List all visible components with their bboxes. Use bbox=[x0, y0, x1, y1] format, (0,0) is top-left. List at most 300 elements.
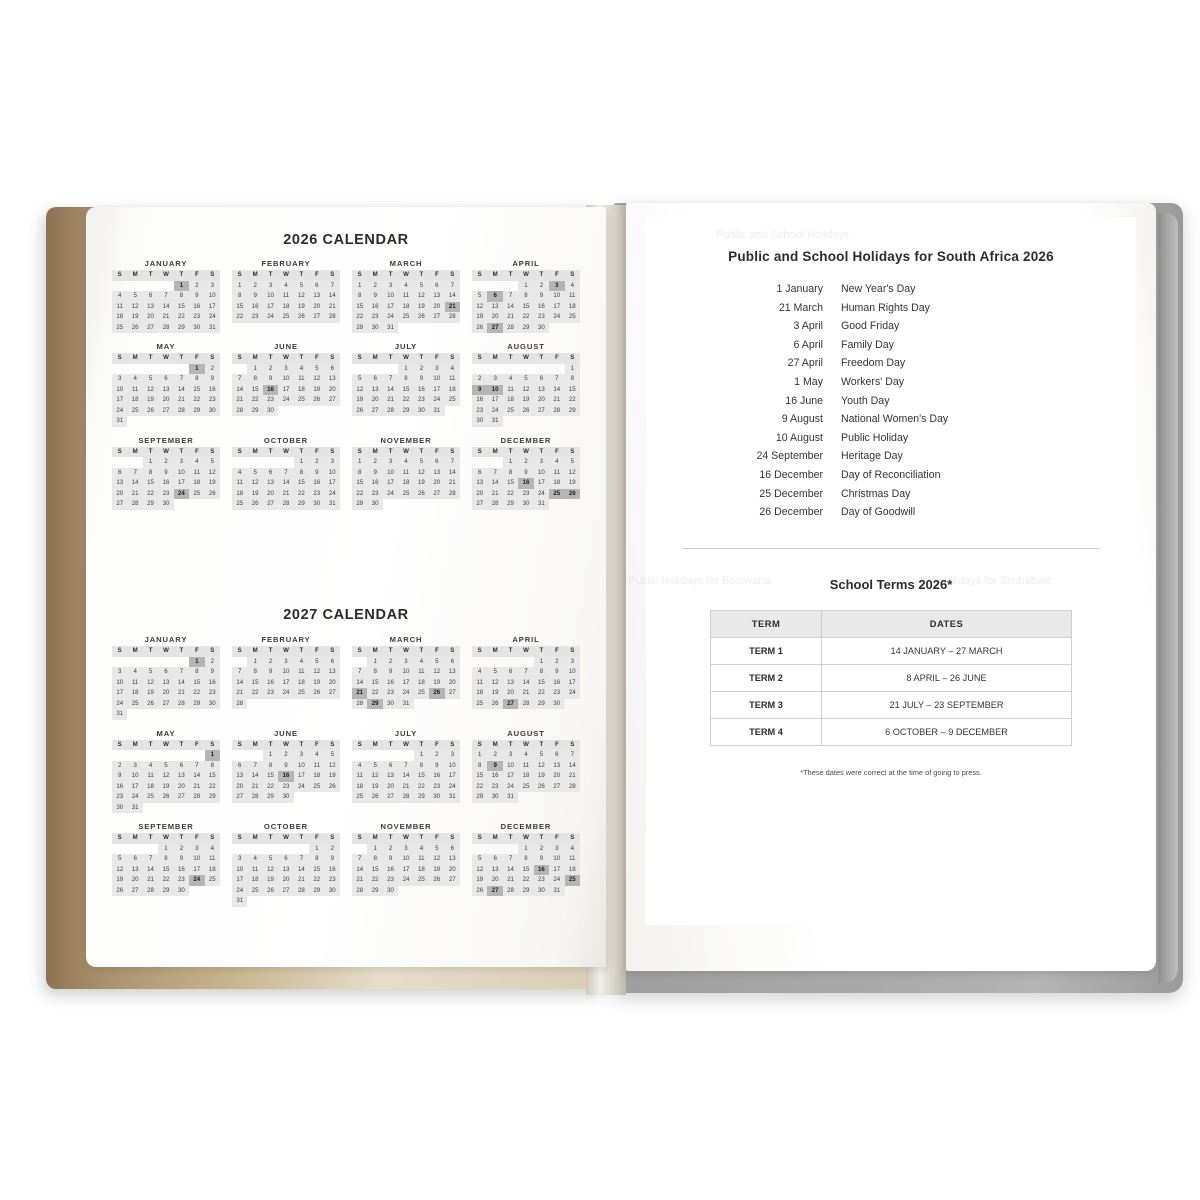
weekday-header: W bbox=[398, 270, 413, 281]
day-cell: 2 bbox=[205, 657, 220, 668]
day-cell: 28 bbox=[352, 699, 367, 710]
day-cell: 29 bbox=[414, 792, 429, 803]
week-row bbox=[472, 385, 580, 396]
empty-cell bbox=[189, 803, 204, 814]
day-cell: 15 bbox=[247, 678, 262, 689]
day-cell: 6 bbox=[325, 364, 340, 375]
day-cell: 21 bbox=[174, 395, 189, 406]
day-cell: 19 bbox=[414, 302, 429, 313]
month-name: JUNE bbox=[274, 728, 298, 738]
week-row bbox=[352, 395, 460, 406]
holiday-name: Good Friday bbox=[841, 320, 900, 333]
week-row bbox=[232, 657, 340, 668]
day-cell: 11 bbox=[565, 854, 580, 865]
day-cell: 19 bbox=[127, 312, 142, 323]
day-cell: 29 bbox=[352, 323, 367, 334]
day-cell: 23 bbox=[534, 875, 549, 886]
holiday-name: National Women's Day bbox=[841, 413, 949, 426]
weekday-header: S bbox=[112, 833, 127, 844]
day-cell: 9 bbox=[383, 667, 398, 678]
week-row bbox=[112, 416, 220, 427]
weekday-header: S bbox=[205, 740, 220, 751]
day-cell: 7 bbox=[247, 761, 262, 772]
empty-cell bbox=[518, 416, 533, 427]
day-cell: 8 bbox=[189, 667, 204, 678]
month-name: JUNE bbox=[274, 342, 298, 351]
day-cell: 28 bbox=[549, 406, 564, 417]
day-cell: 22 bbox=[232, 312, 247, 323]
holiday-date: 1 January bbox=[776, 283, 823, 295]
day-cell: 7 bbox=[549, 374, 564, 385]
week-row bbox=[232, 896, 340, 907]
day-cell: 21 bbox=[232, 688, 247, 699]
weekday-header: S bbox=[472, 740, 487, 751]
day-cell: 7 bbox=[232, 667, 247, 678]
empty-cell bbox=[143, 844, 158, 855]
day-cell: 23 bbox=[263, 395, 278, 406]
day-cell: 21 bbox=[383, 395, 398, 406]
week-row bbox=[352, 771, 460, 782]
month-name: OCTOBER bbox=[263, 822, 309, 831]
holiday-day-cell: 1 bbox=[174, 281, 189, 292]
day-cell: 26 bbox=[414, 312, 429, 323]
day-cell: 28 bbox=[503, 886, 518, 897]
day-cell: 11 bbox=[414, 667, 429, 678]
day-cell: 12 bbox=[143, 678, 158, 689]
section-divider bbox=[682, 548, 1100, 549]
day-cell: 20 bbox=[549, 771, 564, 782]
empty-cell bbox=[158, 281, 173, 292]
weekday-header: S bbox=[325, 353, 340, 364]
day-cell: 26 bbox=[352, 406, 367, 417]
day-cell: 14 bbox=[232, 678, 247, 689]
month-grid bbox=[352, 833, 460, 896]
day-cell: 25 bbox=[189, 489, 204, 500]
week-row bbox=[232, 489, 340, 500]
week-row bbox=[352, 792, 460, 803]
day-cell: 14 bbox=[174, 385, 189, 396]
holiday-day-cell: 9 bbox=[487, 761, 502, 772]
day-cell: 6 bbox=[309, 281, 324, 292]
month-name: JANUARY bbox=[144, 635, 188, 644]
calendar-2027-grid bbox=[86, 635, 606, 916]
day-cell: 24 bbox=[383, 489, 398, 500]
day-cell: 4 bbox=[247, 854, 262, 865]
week-row bbox=[352, 667, 460, 678]
day-cell: 26 bbox=[309, 395, 324, 406]
empty-cell bbox=[278, 896, 293, 907]
holiday-name: New Year's Day bbox=[841, 283, 916, 295]
day-cell: 30 bbox=[518, 499, 533, 510]
day-cell: 23 bbox=[367, 489, 382, 500]
day-cell: 1 bbox=[143, 457, 158, 468]
day-cell: 31 bbox=[487, 416, 502, 427]
day-cell: 1 bbox=[247, 364, 262, 375]
day-cell: 22 bbox=[189, 688, 204, 699]
empty-cell bbox=[518, 364, 533, 375]
day-cell: 9 bbox=[325, 854, 340, 865]
day-cell: 26 bbox=[309, 688, 324, 699]
day-cell: 9 bbox=[263, 667, 278, 678]
day-cell: 18 bbox=[472, 688, 487, 699]
day-cell: 2 bbox=[472, 374, 487, 385]
day-cell: 16 bbox=[367, 478, 382, 489]
day-cell: 11 bbox=[398, 468, 413, 479]
month-block bbox=[112, 729, 220, 814]
week-row bbox=[112, 667, 220, 678]
day-cell: 5 bbox=[472, 854, 487, 865]
day-cell: 23 bbox=[549, 688, 564, 699]
month-grid bbox=[232, 447, 340, 510]
day-cell: 14 bbox=[398, 771, 413, 782]
day-cell: 10 bbox=[565, 667, 580, 678]
day-cell: 23 bbox=[112, 792, 127, 803]
empty-cell bbox=[143, 416, 158, 427]
day-cell: 9 bbox=[189, 291, 204, 302]
day-cell: 27 bbox=[158, 699, 173, 710]
day-cell: 26 bbox=[429, 875, 444, 886]
week-row bbox=[232, 854, 340, 865]
day-cell: 18 bbox=[414, 865, 429, 876]
day-cell: 27 bbox=[143, 323, 158, 334]
day-cell: 16 bbox=[549, 678, 564, 689]
week-row bbox=[112, 406, 220, 417]
day-cell: 8 bbox=[472, 761, 487, 772]
day-cell: 11 bbox=[549, 468, 564, 479]
quarter-row bbox=[86, 822, 606, 907]
day-cell: 12 bbox=[309, 374, 324, 385]
empty-cell bbox=[294, 792, 309, 803]
day-cell: 6 bbox=[143, 291, 158, 302]
empty-cell bbox=[174, 364, 189, 375]
day-cell: 30 bbox=[174, 886, 189, 897]
week-row bbox=[232, 406, 340, 417]
day-cell: 15 bbox=[518, 302, 533, 313]
day-cell: 24 bbox=[112, 699, 127, 710]
day-cell: 25 bbox=[352, 792, 367, 803]
day-cell: 2 bbox=[534, 281, 549, 292]
day-cell: 29 bbox=[189, 699, 204, 710]
day-cell: 27 bbox=[325, 395, 340, 406]
column-header-dates: DATES bbox=[822, 610, 1072, 637]
day-cell: 4 bbox=[472, 667, 487, 678]
day-cell: 24 bbox=[278, 688, 293, 699]
day-cell: 30 bbox=[263, 406, 278, 417]
weekday-header: S bbox=[232, 270, 247, 281]
day-cell: 10 bbox=[398, 854, 413, 865]
day-cell: 5 bbox=[352, 374, 367, 385]
empty-cell bbox=[143, 750, 158, 761]
month-block bbox=[232, 342, 340, 427]
day-cell: 18 bbox=[127, 688, 142, 699]
day-cell: 26 bbox=[325, 782, 340, 793]
month-block bbox=[472, 342, 580, 427]
day-cell: 13 bbox=[549, 761, 564, 772]
weekday-header: F bbox=[549, 833, 564, 844]
weekday-header: W bbox=[398, 740, 413, 751]
day-cell: 13 bbox=[143, 302, 158, 313]
day-cell: 2 bbox=[383, 657, 398, 668]
month-block bbox=[112, 822, 220, 907]
day-cell: 13 bbox=[487, 302, 502, 313]
day-cell: 12 bbox=[518, 385, 533, 396]
day-cell: 11 bbox=[247, 865, 262, 876]
day-cell: 20 bbox=[383, 782, 398, 793]
day-cell: 23 bbox=[263, 688, 278, 699]
day-cell: 16 bbox=[383, 865, 398, 876]
day-cell: 1 bbox=[398, 364, 413, 375]
day-cell: 3 bbox=[398, 844, 413, 855]
day-cell: 4 bbox=[278, 281, 293, 292]
day-cell: 15 bbox=[247, 385, 262, 396]
day-cell: 29 bbox=[263, 792, 278, 803]
day-cell: 20 bbox=[445, 865, 460, 876]
weekday-header: S bbox=[445, 833, 460, 844]
day-cell: 25 bbox=[112, 323, 127, 334]
day-cell: 25 bbox=[518, 782, 533, 793]
day-cell: 21 bbox=[503, 312, 518, 323]
weekday-header: T bbox=[143, 740, 158, 751]
week-row bbox=[472, 854, 580, 865]
day-cell: 24 bbox=[205, 312, 220, 323]
weekday-header: M bbox=[247, 646, 262, 657]
day-cell: 15 bbox=[472, 771, 487, 782]
day-cell: 12 bbox=[309, 667, 324, 678]
holiday-day-cell: 24 bbox=[174, 489, 189, 500]
day-cell: 17 bbox=[294, 771, 309, 782]
month-grid bbox=[112, 353, 220, 427]
weekday-header: F bbox=[549, 270, 564, 281]
day-cell: 5 bbox=[263, 854, 278, 865]
day-cell: 1 bbox=[367, 844, 382, 855]
day-cell: 12 bbox=[429, 667, 444, 678]
day-cell: 30 bbox=[549, 699, 564, 710]
day-cell: 21 bbox=[549, 395, 564, 406]
day-cell: 16 bbox=[429, 771, 444, 782]
day-cell: 17 bbox=[325, 478, 340, 489]
day-cell: 15 bbox=[367, 678, 382, 689]
day-cell: 12 bbox=[367, 771, 382, 782]
weekday-header: F bbox=[549, 646, 564, 657]
day-cell: 22 bbox=[534, 688, 549, 699]
week-row bbox=[472, 499, 580, 510]
week-row bbox=[352, 865, 460, 876]
day-cell: 13 bbox=[445, 854, 460, 865]
day-cell: 20 bbox=[309, 302, 324, 313]
day-cell: 9 bbox=[205, 374, 220, 385]
day-cell: 22 bbox=[174, 312, 189, 323]
weekday-header: T bbox=[174, 270, 189, 281]
weekday-header: S bbox=[472, 447, 487, 458]
weekday-header: S bbox=[205, 646, 220, 657]
day-cell: 23 bbox=[278, 782, 293, 793]
empty-cell bbox=[325, 699, 340, 710]
month-name: SEPTEMBER bbox=[138, 435, 194, 445]
weekday-header: T bbox=[383, 646, 398, 657]
empty-cell bbox=[127, 416, 142, 427]
day-cell: 16 bbox=[367, 302, 382, 313]
day-cell: 15 bbox=[189, 385, 204, 396]
holiday-day-cell: 1 bbox=[189, 364, 204, 375]
day-cell: 6 bbox=[445, 657, 460, 668]
day-cell: 8 bbox=[294, 468, 309, 479]
day-cell: 7 bbox=[174, 667, 189, 678]
day-cell: 29 bbox=[518, 886, 533, 897]
day-cell: 12 bbox=[263, 865, 278, 876]
day-cell: 1 bbox=[367, 657, 382, 668]
day-cell: 28 bbox=[445, 489, 460, 500]
day-cell: 22 bbox=[367, 688, 382, 699]
month-block bbox=[352, 822, 460, 907]
week-row bbox=[472, 699, 580, 710]
day-cell: 5 bbox=[429, 844, 444, 855]
holiday-date: 27 April bbox=[787, 357, 823, 370]
day-cell: 15 bbox=[398, 385, 413, 396]
day-cell: 2 bbox=[414, 364, 429, 375]
weekday-header: T bbox=[503, 646, 518, 657]
day-cell: 14 bbox=[383, 385, 398, 396]
month-grid bbox=[232, 740, 340, 803]
empty-cell bbox=[445, 323, 460, 334]
day-cell: 17 bbox=[383, 302, 398, 313]
day-cell: 11 bbox=[352, 771, 367, 782]
empty-cell bbox=[367, 750, 382, 761]
day-cell: 3 bbox=[487, 374, 502, 385]
week-row bbox=[112, 844, 220, 855]
weekday-header: S bbox=[325, 833, 340, 844]
day-cell: 7 bbox=[383, 374, 398, 385]
month-name: OCTOBER bbox=[263, 435, 309, 445]
week-row bbox=[112, 803, 220, 814]
calendar-2027-title: 2027 CALENDAR bbox=[283, 607, 409, 623]
day-cell: 16 bbox=[247, 302, 262, 313]
day-cell: 27 bbox=[232, 792, 247, 803]
empty-cell bbox=[398, 886, 413, 897]
day-cell: 4 bbox=[127, 667, 142, 678]
empty-cell bbox=[565, 499, 580, 510]
holiday-name: Heritage Day bbox=[841, 450, 903, 463]
day-cell: 11 bbox=[112, 302, 127, 313]
day-cell: 22 bbox=[189, 395, 204, 406]
day-cell: 28 bbox=[325, 312, 340, 323]
day-cell: 8 bbox=[414, 761, 429, 772]
holiday-name: Human Rights Day bbox=[841, 301, 930, 314]
holiday-row bbox=[691, 373, 1091, 392]
holiday-day-cell: 16 bbox=[278, 771, 293, 782]
day-cell: 23 bbox=[309, 489, 324, 500]
day-cell: 20 bbox=[158, 395, 173, 406]
week-row bbox=[352, 478, 460, 489]
week-row bbox=[472, 281, 580, 292]
empty-cell bbox=[398, 499, 413, 510]
table-row bbox=[711, 664, 1072, 691]
weekday-header: M bbox=[367, 646, 382, 657]
day-cell: 5 bbox=[534, 750, 549, 761]
week-row bbox=[352, 312, 460, 323]
day-cell: 11 bbox=[205, 854, 220, 865]
weekday-header: S bbox=[472, 270, 487, 281]
empty-cell bbox=[205, 416, 220, 427]
day-cell: 5 bbox=[325, 750, 340, 761]
empty-cell bbox=[294, 699, 309, 710]
day-cell: 26 bbox=[472, 886, 487, 897]
day-cell: 2 bbox=[158, 457, 173, 468]
day-cell: 4 bbox=[112, 291, 127, 302]
weekday-header: M bbox=[127, 353, 142, 364]
weekday-header: T bbox=[534, 646, 549, 657]
holiday-name: Family Day bbox=[841, 338, 894, 351]
day-cell: 18 bbox=[445, 385, 460, 396]
empty-cell bbox=[205, 709, 220, 720]
day-cell: 17 bbox=[112, 395, 127, 406]
day-cell: 24 bbox=[487, 406, 502, 417]
day-cell: 20 bbox=[158, 688, 173, 699]
day-cell: 10 bbox=[383, 291, 398, 302]
day-cell: 17 bbox=[398, 865, 413, 876]
weekday-header: S bbox=[352, 447, 367, 458]
day-cell: 18 bbox=[309, 771, 324, 782]
weekday-header: M bbox=[487, 353, 502, 364]
week-row bbox=[112, 374, 220, 385]
weekday-header: S bbox=[445, 353, 460, 364]
empty-cell bbox=[309, 896, 324, 907]
week-row bbox=[472, 457, 580, 468]
month-block bbox=[472, 436, 580, 510]
week-row bbox=[472, 364, 580, 375]
weekday-header: S bbox=[445, 646, 460, 657]
weekday-header: T bbox=[143, 353, 158, 364]
weekday-header: W bbox=[278, 740, 293, 751]
weekday-header: T bbox=[263, 646, 278, 657]
day-cell: 25 bbox=[309, 782, 324, 793]
day-cell: 28 bbox=[232, 699, 247, 710]
day-cell: 10 bbox=[127, 771, 142, 782]
day-cell: 14 bbox=[445, 291, 460, 302]
week-row bbox=[112, 782, 220, 793]
weekday-header: T bbox=[503, 447, 518, 458]
day-cell: 18 bbox=[232, 489, 247, 500]
week-row bbox=[472, 667, 580, 678]
weekday-header: S bbox=[112, 447, 127, 458]
day-cell: 24 bbox=[325, 489, 340, 500]
weekday-header: F bbox=[309, 447, 324, 458]
day-cell: 28 bbox=[247, 792, 262, 803]
day-cell: 21 bbox=[325, 302, 340, 313]
week-row bbox=[352, 468, 460, 479]
holiday-row bbox=[691, 410, 1091, 429]
day-cell: 3 bbox=[549, 844, 564, 855]
holiday-date: 16 December bbox=[759, 468, 823, 481]
weekday-header: T bbox=[143, 270, 158, 281]
day-cell: 31 bbox=[534, 499, 549, 510]
month-grid bbox=[472, 646, 580, 709]
day-cell: 31 bbox=[383, 323, 398, 334]
empty-cell bbox=[247, 844, 262, 855]
month-name: AUGUST bbox=[507, 728, 545, 738]
weekday-header: W bbox=[518, 353, 533, 364]
day-cell: 17 bbox=[232, 875, 247, 886]
day-cell: 8 bbox=[309, 854, 324, 865]
weekday-header: T bbox=[414, 270, 429, 281]
empty-cell bbox=[143, 281, 158, 292]
day-cell: 19 bbox=[472, 875, 487, 886]
day-cell: 19 bbox=[367, 782, 382, 793]
day-cell: 5 bbox=[414, 457, 429, 468]
holiday-day-cell: 16 bbox=[518, 478, 533, 489]
day-cell: 14 bbox=[565, 761, 580, 772]
day-cell: 29 bbox=[294, 499, 309, 510]
week-row bbox=[112, 761, 220, 772]
